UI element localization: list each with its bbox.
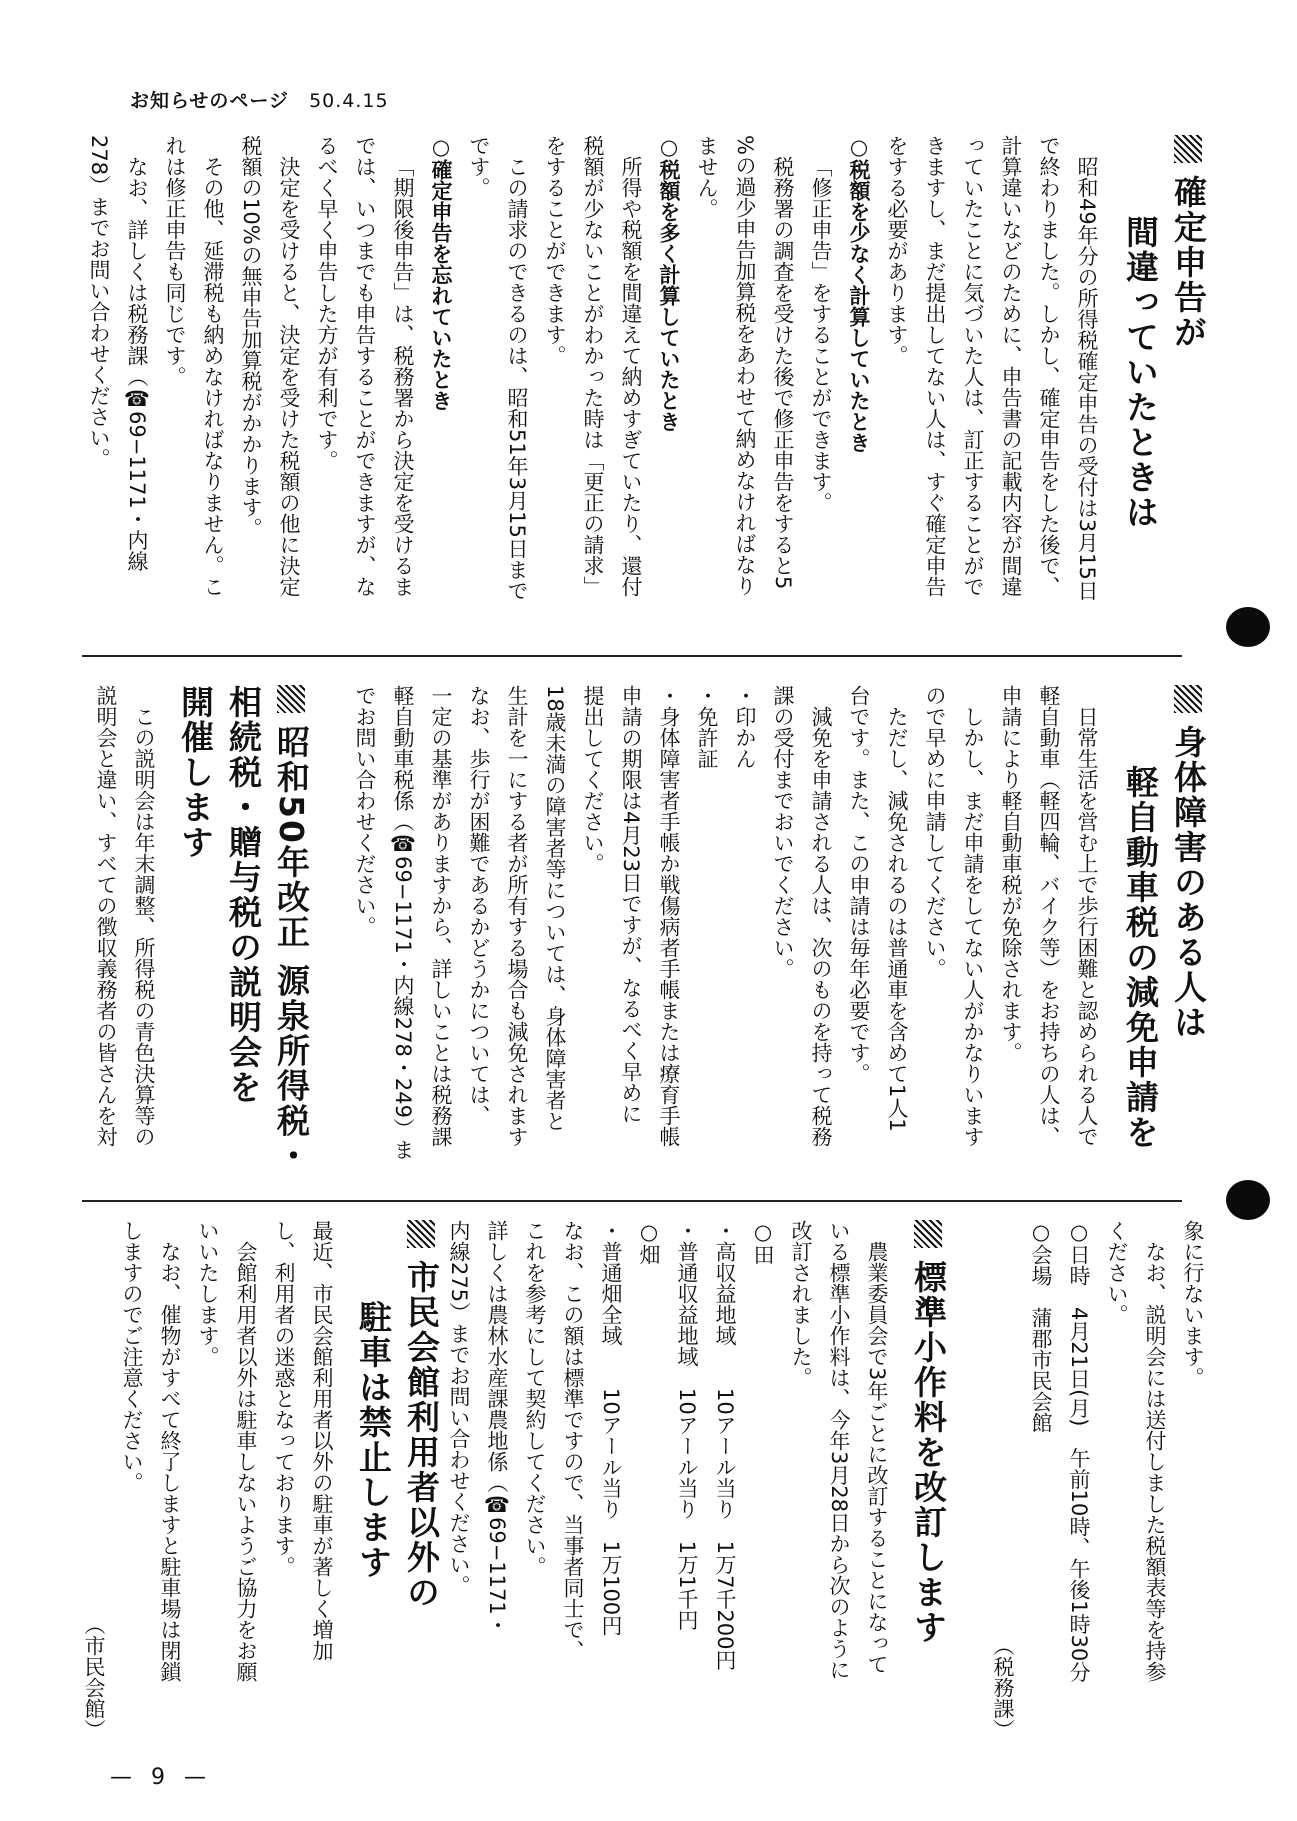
hatch-icon (277, 685, 305, 713)
section1-line: れは修正申告も同じです。 (163, 135, 187, 387)
section-divider (82, 1200, 1182, 1202)
page-header (130, 86, 389, 113)
section1-line: です。 (467, 135, 491, 198)
section4-line: これを参考にして契約してください。 (523, 1220, 547, 1577)
section4-line: なお、この額は標準ですので、当事者同士で、 (561, 1220, 585, 1661)
section-tax-briefing-continued (952, 1220, 1212, 1740)
section4-line: ○田 (751, 1220, 775, 1265)
section4-line: ○畑 (637, 1220, 661, 1265)
section2-line: しかし、まだ申請をしてない人がかなりいます (961, 706, 985, 1147)
hatch-icon (407, 1220, 435, 1248)
section2-line: 課の受付までおいでください。 (771, 685, 795, 979)
section1-line: では、いつまでも申告することができますが、な (353, 135, 377, 597)
section1-line: 税額の10%の無申告加算税がかかります。 (239, 135, 263, 539)
section2-line: 申請により軽自動車税が免除されます。 (999, 685, 1023, 1063)
section1-line: 決定を受けると、決定を受けた税額の他に決定 (277, 156, 301, 597)
section1-line: っていたことに気づいた人は、訂正することがで (961, 135, 985, 597)
section1-line: きますし、まだ提出してない人は、すぐ確定申告 (923, 135, 947, 597)
section1-line: 「期限後申告」は、税務署から決定を受けるま (391, 156, 415, 597)
section4-rate-row: ・普通収益地域 10アール当り 1万1千円 (675, 1220, 699, 1631)
issue-date: 50.4.15 (309, 90, 389, 112)
section2-line: でお問い合わせください。 (353, 685, 377, 937)
section4-rate-row: ・普通畑全域 10アール当り 1万100円 (599, 1220, 623, 1637)
section5-line: 最近、市民会館利用者以外の駐車が著しく増加 (310, 1220, 334, 1661)
section2-line: 軽自動車税係（☎69−1171・内線278・249）ま (391, 685, 415, 1160)
section5-line: いいたします。 (196, 1220, 220, 1367)
section2-line: ・印かん (733, 685, 757, 769)
section2-line: ただし、減免されるのは普通車を含めて1人1 (885, 706, 909, 1132)
section4-line: 詳しくは農林水産課農地係（☎69−1171・ (485, 1220, 509, 1636)
section2-line: 軽自動車（軽四輪、バイク等）をお持ちの人は、 (1037, 685, 1061, 1147)
section3-title-line3: 開催します (176, 685, 215, 860)
section4-line: 改訂されました。 (789, 1220, 813, 1388)
section-divider (82, 655, 1182, 657)
section5-line: しますのでご注意ください。 (120, 1220, 144, 1493)
section2-line: 台です。また、この申請は毎年必要です。 (847, 685, 871, 1084)
section2-title-line1: 身体障害のある人は (1164, 685, 1212, 1195)
section2-line: 生計を一にする者が所有する場合も減免されます (505, 685, 529, 1147)
hatch-icon (1174, 685, 1202, 713)
section-tax-briefing (85, 685, 315, 1195)
section1-subheading: ○税額を多く計算していたとき (657, 135, 681, 432)
section1-line: 税額が少ないことがわかった時は「更正の請求」 (581, 135, 605, 597)
section2-line: 一定の基準がありますから、詳しいことは税務課 (429, 685, 453, 1147)
section3-line: 象に行ないます。 (1181, 1220, 1205, 1388)
section-tax-return-errors (87, 135, 1212, 645)
section2-line: ので早めに申請してください。 (923, 685, 947, 979)
section-parking-notice (82, 1220, 445, 1740)
section2-line: ・身体障害者手帳か戦傷病者手帳または療育手帳 (657, 685, 681, 1147)
section4-title: 標準小作料を改訂します (904, 1220, 952, 1740)
section3-title-line1: 昭和50年改正 源泉所得税・ (267, 685, 315, 1195)
section2-line: 18歳未満の障害者等については、身体障害者と (543, 685, 567, 1132)
section2-title-line2: 軽自動車税の減免申請を (1121, 765, 1160, 1150)
section1-line: 所得や税額を間違えて納めすぎていたり、還付 (619, 156, 643, 597)
section2-line: 申請の期限は4月23日ですが、なるべく早めに (619, 685, 643, 1125)
section1-line: 「修正申告」をすることができます。 (809, 156, 833, 513)
section5-title-line1: 市民会館利用者以外の (397, 1220, 445, 1740)
section1-subheading: ○税額を少なく計算していたとき (847, 135, 871, 453)
section1-line: をする必要があります。 (885, 135, 909, 366)
section1-line: るべく早く申告した方が有利です。 (315, 135, 339, 471)
section1-line: をすることができます。 (543, 135, 567, 366)
section3-credit: （税務課） (991, 1635, 1015, 1740)
section1-title-line2: 間違っていたときは (1121, 215, 1160, 530)
section3-line: ○日時 4月21日(月) 午前10時、午後1時30分 (1067, 1220, 1091, 1683)
section2-line: 日常生活を営む上で歩行困難と認められる人で (1075, 706, 1099, 1147)
section1-line: この請求のできるのは、昭和51年3月15日まで (505, 156, 529, 601)
section3-line: ください。 (1105, 1220, 1129, 1325)
section5-title-line2: 駐車は禁止します (354, 1300, 393, 1580)
section1-line: その他、延滞税も納めなければなりません。こ (201, 156, 225, 597)
section1-line: 税務署の調査を受けた後で修正申告をすると5 (771, 156, 795, 590)
page-label: お知らせのページ (130, 90, 290, 112)
section4-line: 内線275）までお問い合わせください。 (447, 1220, 471, 1597)
section3-line: 説明会と違い、すべての徴収義務者の皆さんを対 (94, 685, 118, 1147)
section2-line: なお、歩行が困難であるかどうかについては、 (467, 685, 491, 1126)
section1-line: で終わりました。しかし、確定申告をした後で、 (1037, 135, 1061, 597)
section-standard-rent (442, 1220, 952, 1740)
section5-line: し、利用者の迷惑となっております。 (272, 1220, 296, 1577)
section4-line: 農業委員会で3年ごとに改訂することになって (865, 1241, 889, 1675)
page-number: — 9 — (110, 1765, 212, 1790)
section4-rate-row: ・高収益地域 10アール当り 1万7千200円 (713, 1220, 737, 1671)
section4-line: いる標準小作料は、今年3月28日から次のように (827, 1220, 851, 1681)
section3-line: ○会場 蒲郡市民会館 (1029, 1220, 1053, 1433)
section5-credit: （市民会館） (82, 1614, 106, 1740)
section2-line: 減免を申請される人は、次のものを持って税務 (809, 706, 833, 1147)
section3-line: この説明会は年末調整、所得税の青色決算等の (132, 706, 156, 1147)
hatch-icon (914, 1220, 942, 1248)
section1-subheading: ○確定申告を忘れていたとき (429, 135, 453, 411)
binding-hole-mark (1226, 1180, 1270, 1220)
section1-line: %の過少申告加算税をあわせて納めなければなり (733, 135, 757, 596)
section1-line: ません。 (695, 135, 719, 219)
section3-line: なお、説明会には送付しました税額表等を持参 (1143, 1241, 1167, 1682)
section-light-vehicle-tax (353, 685, 1212, 1195)
section5-line: なお、催物がすべて終了しますと駐車場は閉鎖 (158, 1241, 182, 1682)
section1-line: 278）までお問い合わせください。 (87, 135, 111, 470)
section2-line: ・免許証 (695, 685, 719, 769)
section5-line: 会館利用者以外は駐車しないようご協力をお願 (234, 1241, 258, 1682)
section1-title-line1: 確定申告が (1164, 135, 1212, 645)
section1-line: なお、詳しくは税務課（☎69−1171・内線 (125, 156, 149, 572)
hatch-icon (1174, 135, 1202, 163)
section2-line: 提出してください。 (581, 685, 605, 874)
binding-hole-mark (1226, 607, 1270, 647)
section3-title-line2: 相続税・贈与税の説明会を (224, 685, 263, 1105)
section1-line: 昭和49年分の所得税確定申告の受付は3月15日 (1075, 156, 1099, 601)
section1-line: 計算違いなどのために、申告書の記載内容が間違 (999, 135, 1023, 597)
